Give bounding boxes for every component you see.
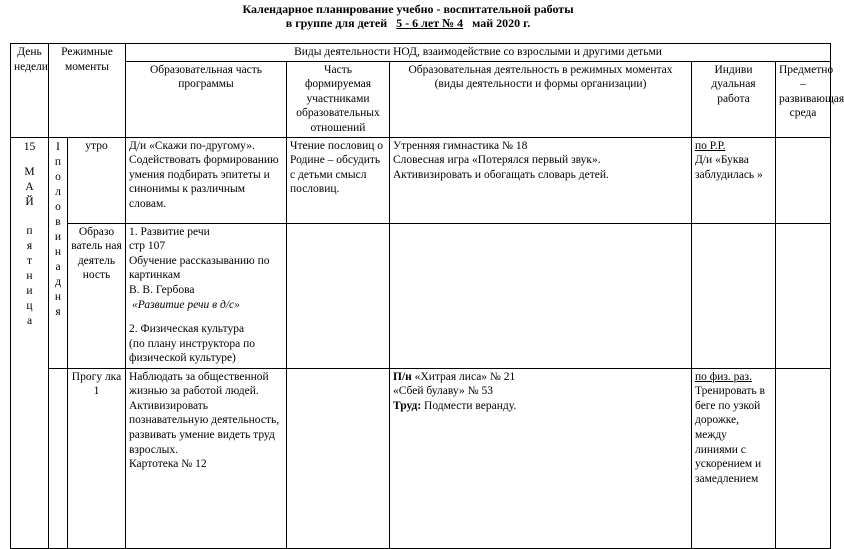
game-1-text: «Хитрая лиса» № 21 [414,370,516,383]
weekday-letter: т [26,254,33,267]
half-letter: п [54,155,62,168]
half-letter: в [55,215,61,228]
weekday-letter: и [26,284,33,297]
game-label: П/н [393,370,412,383]
morning-word-game: Словесная игра «Потерялся первый звук». [393,154,601,167]
header-participant-part: Часть формируемая участниками образовательных отношений [287,61,390,137]
walk-observation: Наблюдать за общественной жизнью за работой людей. Активизировать познавательную деятельность, развивать умение видеть труд взрослых. [129,370,280,456]
header-regime-activity: Образовательная деятельность в режимных моментах (виды деятельности и формы организации) [390,61,692,137]
walk-educational [126,368,287,548]
header-regime: Режимные моменты [49,44,126,138]
header-environment: Предметно – развивающая среда [776,61,831,137]
activity-1-pages: стр 107 [129,240,166,253]
walk-participant [287,368,390,548]
activity-1-book: «Развитие речи в д/с» [132,298,240,311]
half-day-cell [49,137,68,368]
half-letter: н [54,245,62,258]
half-letter: д [55,275,61,288]
half-letter: I [56,140,60,153]
morning-educational: Д/и «Скажи по-другому». Содействовать формированию умения подбирать эпитеты и синонимы к различным словам. [126,137,287,223]
walk-half-cell [49,368,68,548]
half-letter: и [54,230,62,243]
educational-activity-content [126,223,287,368]
document-title: Календарное планирование учебно - воспитательной работы [242,2,574,16]
header-educational-part: Образовательная часть программы [126,61,287,137]
morning-environment [776,137,831,223]
header-day: День недели [11,44,49,138]
morning-individual-text: Д/и «Буква заблудилась » [695,154,763,181]
walk-game-1 [393,370,688,385]
walk-regime-activity [390,368,692,548]
group-age: 5 - 6 лет № 4 [396,16,464,30]
weekday-letter: н [26,269,33,282]
morning-individual [692,137,776,223]
walk-individual [692,368,776,548]
educational-participant [287,223,390,368]
half-letter: я [55,305,61,318]
regime-walk: Прогу лка 1 [68,368,126,548]
work-label: Труд: [393,399,422,412]
half-letter: о [55,170,61,183]
header-activities: Виды деятельности НОД, взаимодействие со взрослыми и другими детьми [126,44,831,62]
morning-gymnastics: Утренняя гимнастика № 18 [393,139,528,152]
walk-game-2: «Сбей булаву» № 53 [393,385,493,398]
educational-regime-activity [390,223,692,368]
activity-1-author: В. В. Гербова [129,283,195,296]
half-letter: л [55,185,61,198]
morning-participant: Чтение пословиц о Родине – обсудить с детьми смысл пословиц. [287,137,390,223]
weekday-letter: а [26,314,33,327]
educational-environment [776,223,831,368]
half-letter: о [55,200,61,213]
morning-regime-activity [390,137,692,223]
day-number: 15 [23,140,36,153]
work-text: Подмести веранду. [424,399,517,412]
plan-table [10,43,844,549]
morning-individual-area: по Р.Р. [695,139,726,152]
weekday-letter: п [26,224,33,237]
activity-2-title: 2. Физическая культура [129,323,245,336]
educational-individual [692,223,776,368]
walk-individual-area: по физ. раз. [695,370,752,383]
header-individual-work: Индиви дуальная работа [692,61,776,137]
regime-morning: утро [68,137,126,223]
activity-2-note: (по плану инструктора по физической культуре) [129,337,256,365]
walk-environment [776,368,831,548]
month-letter: А [25,180,34,193]
morning-goal: Активизировать и обогащать словарь детей. [393,168,609,181]
document-subtitle [0,16,816,31]
half-letter: н [54,290,62,303]
regime-educational-activity: Образо ватель ная деятель ность [68,223,126,368]
activity-1-title: 1. Развитие речи [129,225,210,238]
walk-work [393,399,688,414]
activity-1-topic: Обучение рассказыванию по картинкам [129,254,270,282]
weekday-letter: я [26,239,33,252]
walk-individual-text: Тренировать в беге по узкой дорожке, между линиями с ускорением и замедлением [695,385,765,485]
half-letter: а [55,260,61,273]
plan-date: май 2020 г. [472,16,531,30]
month-letter: М [24,165,35,178]
weekday-letter: ц [26,299,33,312]
walk-card: Картотека № 12 [129,458,207,471]
month-letter: Й [25,195,34,208]
day-cell [11,137,49,548]
group-label: в группе для детей [285,16,388,30]
